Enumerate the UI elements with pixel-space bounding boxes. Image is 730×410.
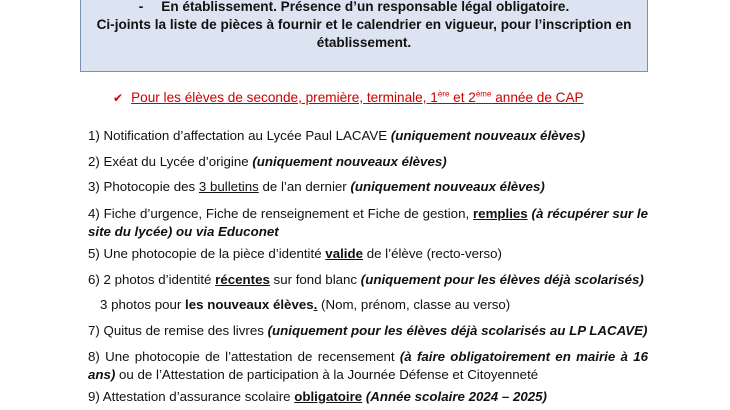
bullet-dash: -: [138, 0, 144, 14]
box-line-1-text: En établissement. Présence d’un responsable légal obligatoire.: [161, 0, 570, 14]
list-item-9: 9) Attestation d’assurance scolaire obligatoire (Année scolaire 2024 – 2025): [88, 389, 547, 404]
list-item-5: 5) Une photocopie de la pièce d’identité valide de l’élève (recto-verso): [88, 246, 502, 261]
info-box: [80, 0, 648, 72]
list-item-6-continued: 3 photos pour les nouveaux élèves. (Nom, prénom, classe au verso): [100, 297, 511, 312]
list-item-2: 2) Exéat du Lycée d’origine (uniquement nouveaux élèves): [88, 154, 447, 169]
checkmark-icon: ✔: [113, 91, 124, 105]
heading-text: Pour les élèves de seconde, première, terminale, 1ère et 2ème année de CAP: [131, 89, 584, 105]
list-item-6: 6) 2 photos d’identité récentes sur fond blanc (uniquement pour les élèves déjà scolarisés): [88, 272, 644, 287]
box-line-1: [71, 0, 637, 14]
box-line-2: Ci-joints la liste de pièces à fournir et le calendrier en vigueur, pour l’inscription en: [96, 17, 632, 32]
list-item-8: 8) Une photocopie de l’attestation de recensement (à faire obligatoirement en mairie à 16 ans) ou de l’Attestation de participation à la Journée Défense et Citoyenneté: [88, 349, 648, 382]
list-item-7: 7) Quitus de remise des livres (uniquement pour les élèves déjà scolarisés au LP LACAVE): [88, 323, 648, 338]
section-heading: [113, 90, 584, 105]
box-line-3: établissement.: [316, 35, 412, 50]
list-item-1: 1) Notification d’affectation au Lycée Paul LACAVE (uniquement nouveaux élèves): [88, 128, 586, 143]
list-item-3: 3) Photocopie des 3 bulletins de l’an dernier (uniquement nouveaux élèves): [88, 179, 545, 194]
list-item-4: 4) Fiche d’urgence, Fiche de renseignement et Fiche de gestion, remplies (à récupérer sur le site du lycée) ou via Educonet: [88, 206, 648, 239]
